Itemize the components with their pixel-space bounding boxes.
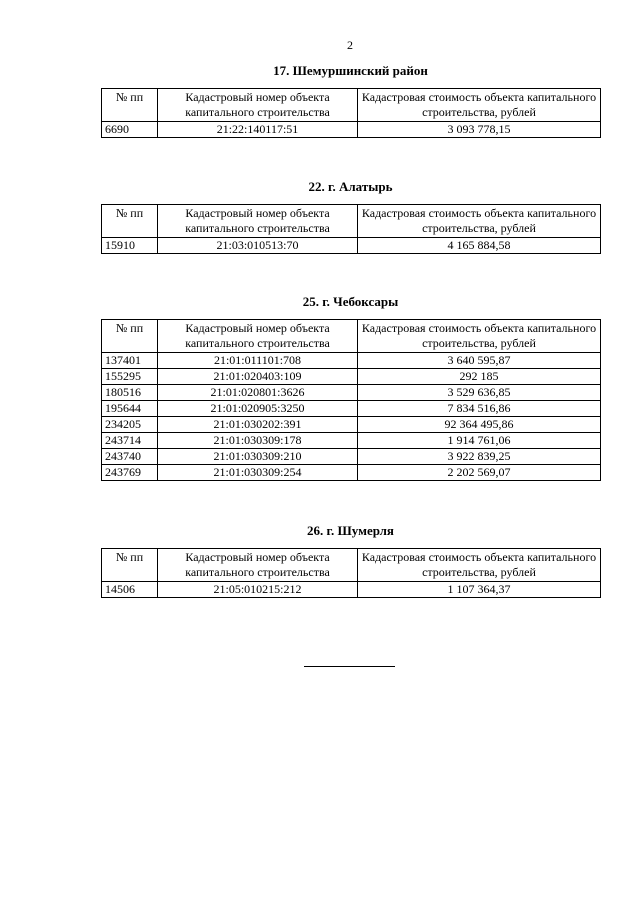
row-cadastral: 21:01:020403:109 (158, 369, 358, 385)
table-row (102, 369, 601, 385)
row-value: 92 364 495,86 (358, 417, 601, 433)
row-cadastral: 21:03:010513:70 (158, 238, 358, 254)
cadastral-table (101, 548, 601, 598)
row-cadastral: 21:01:030202:391 (158, 417, 358, 433)
table-row (102, 417, 601, 433)
header-num: № пп (102, 89, 158, 122)
table-row (102, 385, 601, 401)
table-header-row (102, 549, 601, 582)
header-value: Кадастровая стоимость объекта капитального строительства, рублей (358, 89, 601, 122)
row-num: 195644 (102, 401, 158, 417)
table-row (102, 582, 601, 598)
row-num: 243740 (102, 449, 158, 465)
row-num: 14506 (102, 582, 158, 598)
section-title: 17. Шемуршинский район (273, 63, 428, 78)
row-cadastral: 21:01:020801:3626 (158, 385, 358, 401)
header-num: № пп (102, 205, 158, 238)
row-cadastral: 21:01:030309:210 (158, 449, 358, 465)
row-num: 6690 (102, 122, 158, 138)
row-value: 292 185 (358, 369, 601, 385)
table-header-row (102, 205, 601, 238)
header-cadastral: Кадастровый номер объекта капитального строительства (158, 320, 358, 353)
table-row (102, 353, 601, 369)
row-cadastral: 21:22:140117:51 (158, 122, 358, 138)
row-value: 7 834 516,86 (358, 401, 601, 417)
row-value: 1 107 364,37 (358, 582, 601, 598)
row-num: 137401 (102, 353, 158, 369)
row-value: 3 093 778,15 (358, 122, 601, 138)
row-cadastral: 21:01:020905:3250 (158, 401, 358, 417)
header-value: Кадастровая стоимость объекта капитального строительства, рублей (358, 205, 601, 238)
row-value: 2 202 569,07 (358, 465, 601, 481)
page-number: 2 (347, 38, 353, 52)
section-title: 22. г. Алатырь (308, 179, 393, 194)
header-cadastral: Кадастровый номер объекта капитального строительства (158, 205, 358, 238)
header-cadastral: Кадастровый номер объекта капитального строительства (158, 89, 358, 122)
row-value: 3 529 636,85 (358, 385, 601, 401)
section-cheboksary (101, 294, 600, 481)
section-title: 26. г. Шумерля (307, 523, 394, 538)
header-value: Кадастровая стоимость объекта капитального строительства, рублей (358, 320, 601, 353)
cadastral-table (101, 88, 601, 138)
row-value: 4 165 884,58 (358, 238, 601, 254)
row-num: 155295 (102, 369, 158, 385)
row-value: 3 922 839,25 (358, 449, 601, 465)
header-num: № пп (102, 320, 158, 353)
table-row (102, 433, 601, 449)
cadastral-table (101, 319, 601, 481)
cadastral-table (101, 204, 601, 254)
header-value: Кадастровая стоимость объекта капитального строительства, рублей (358, 549, 601, 582)
header-num: № пп (102, 549, 158, 582)
section-alatyr (101, 179, 600, 254)
section-title: 25. г. Чебоксары (302, 294, 399, 309)
table-header-row (102, 89, 601, 122)
row-num: 243769 (102, 465, 158, 481)
row-value: 3 640 595,87 (358, 353, 601, 369)
table-header-row (102, 320, 601, 353)
end-divider (304, 666, 395, 667)
row-num: 234205 (102, 417, 158, 433)
row-num: 243714 (102, 433, 158, 449)
section-shemurshinsky (101, 63, 600, 138)
section-shumerlya (101, 523, 600, 598)
row-value: 1 914 761,06 (358, 433, 601, 449)
row-cadastral: 21:01:011101:708 (158, 353, 358, 369)
row-num: 180516 (102, 385, 158, 401)
table-row (102, 122, 601, 138)
row-cadastral: 21:01:030309:178 (158, 433, 358, 449)
table-row (102, 449, 601, 465)
table-row (102, 465, 601, 481)
row-num: 15910 (102, 238, 158, 254)
row-cadastral: 21:01:030309:254 (158, 465, 358, 481)
table-row (102, 238, 601, 254)
row-cadastral: 21:05:010215:212 (158, 582, 358, 598)
header-cadastral: Кадастровый номер объекта капитального строительства (158, 549, 358, 582)
table-row (102, 401, 601, 417)
